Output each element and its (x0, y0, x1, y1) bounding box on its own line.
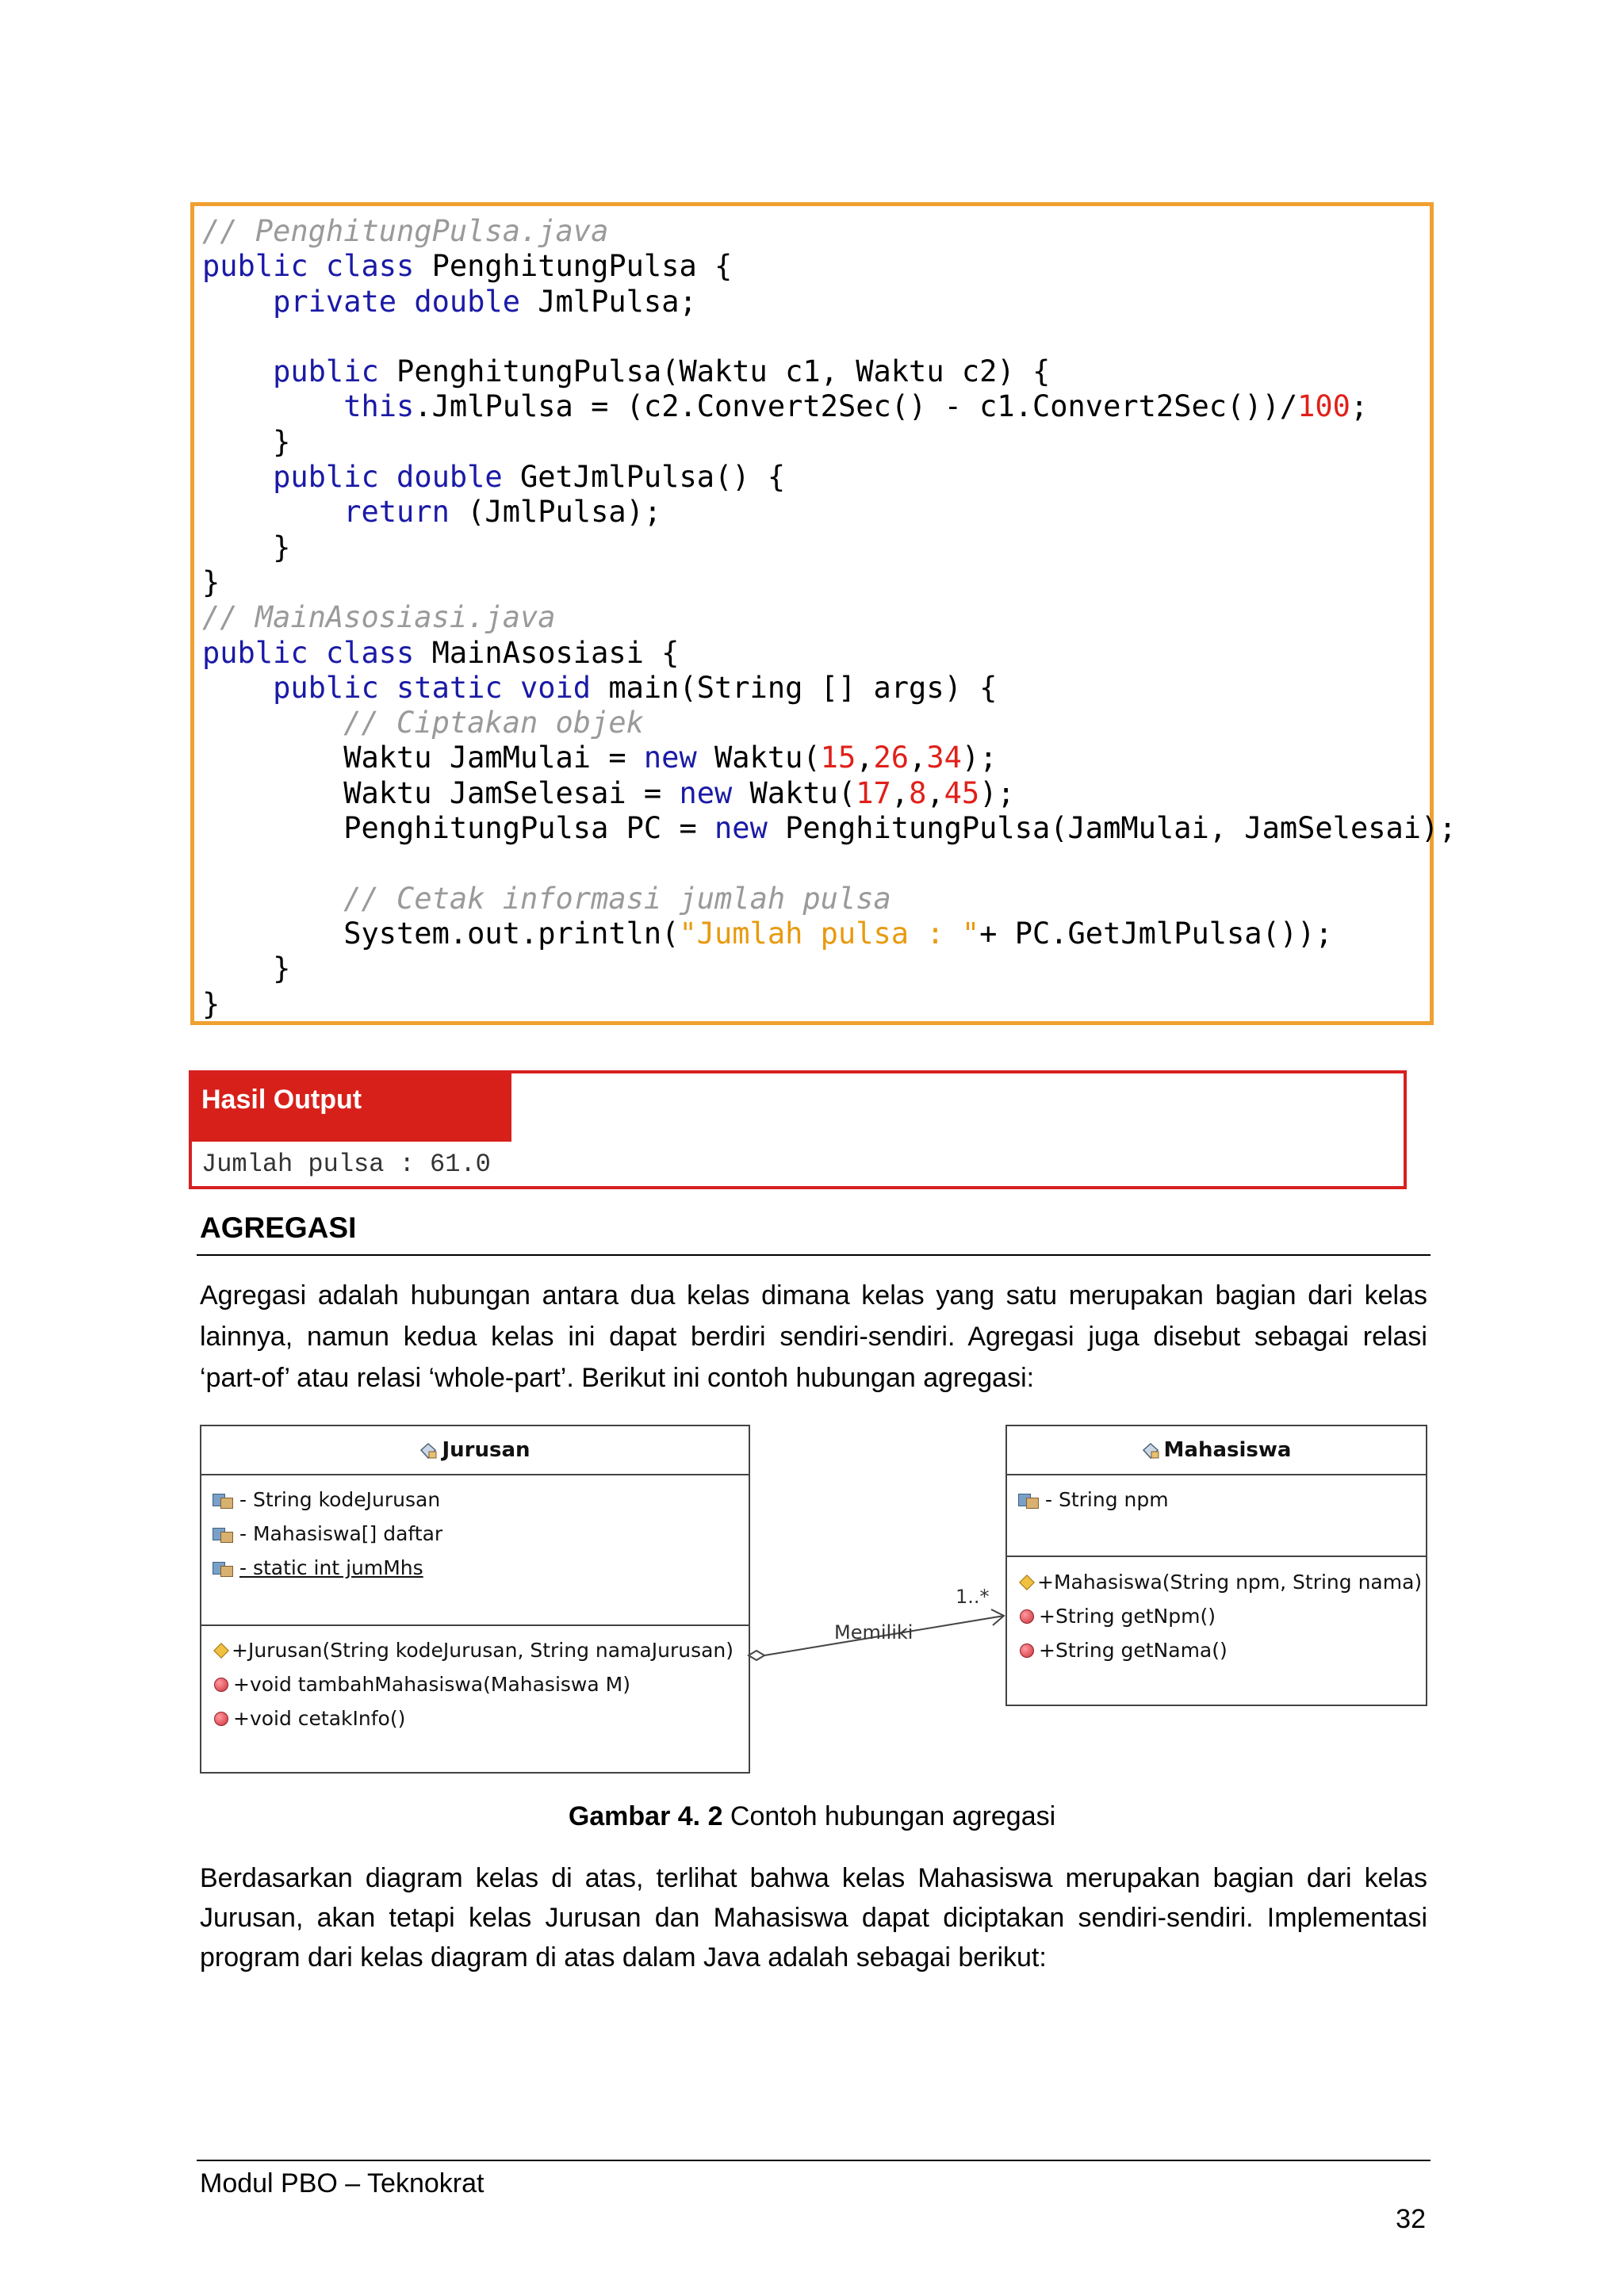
code-token: MainAsosiasi { (414, 635, 680, 670)
section-title: AGREGASI (200, 1211, 357, 1244)
uml-constructor: +Mahasiswa(String npm, String nama) (1018, 1571, 1422, 1594)
figure-caption (0, 1801, 1624, 1832)
uml-class-header (201, 1426, 749, 1475)
footer-text: Modul PBO – Teknokrat (200, 2168, 485, 2198)
uml-method: +String getNama() (1018, 1639, 1228, 1662)
code-token: , (856, 740, 874, 775)
code-line (202, 460, 1457, 495)
relation-label: Memiliki (834, 1621, 914, 1644)
code-line (202, 249, 1457, 284)
section-divider (197, 1254, 1431, 1256)
code-line (202, 600, 1457, 635)
code-line (202, 671, 1457, 706)
uml-class-header (1007, 1426, 1426, 1475)
class-icon (1142, 1442, 1159, 1460)
code-token: } (202, 986, 220, 1021)
field-icon (1018, 1492, 1039, 1508)
uml-field: - static int jumMhs (213, 1556, 423, 1579)
uml-separator (201, 1624, 749, 1626)
output-header-label: Hasil Output (201, 1085, 362, 1115)
code-token: } (202, 564, 220, 599)
code-token: Waktu JamSelesai = (202, 775, 680, 810)
code-token: public double (273, 460, 503, 495)
code-token: .JmlPulsa = (c2.Convert2Sec() - c1.Convert2Sec())/ (414, 389, 1298, 424)
uml-method: +void tambahMahasiswa(Mahasiswa M) (213, 1673, 630, 1696)
constructor-icon (213, 1643, 229, 1659)
constructor-icon (1019, 1575, 1035, 1590)
paragraph-line: ‘part-of’ atau relasi ‘whole-part’. Berikut ini contoh hubungan agregasi: (200, 1363, 1035, 1393)
field-icon (213, 1526, 233, 1542)
uml-class-jurusan (200, 1425, 750, 1774)
code-line (202, 740, 1457, 775)
code-token: // Cetak informasi jumlah pulsa (343, 881, 891, 916)
code-line (202, 882, 1457, 916)
output-box (189, 1070, 1407, 1189)
code-line (202, 951, 1457, 986)
method-icon (214, 1712, 228, 1726)
code-token: ); (979, 775, 1015, 810)
figure-number: Gambar 4. 2 (568, 1801, 723, 1831)
code-token: Waktu JamMulai = (202, 740, 644, 775)
code-token: "Jumlah pulsa : " (679, 916, 980, 951)
code-token: 8 (909, 775, 927, 810)
code-token: , (891, 775, 910, 810)
code-token: public class (202, 249, 415, 284)
code-line (202, 565, 1457, 600)
code-token (202, 706, 343, 740)
uml-field: - String npm (1018, 1488, 1169, 1511)
code-token: PenghitungPulsa(Waktu c1, Waktu c2) { (378, 354, 1051, 389)
code-token: 100 (1297, 389, 1350, 424)
code-token: + PC.GetJmlPulsa()); (979, 916, 1333, 951)
code-token: PenghitungPulsa { (414, 249, 733, 284)
footer-divider (197, 2160, 1431, 2161)
code-line (202, 389, 1457, 424)
code-token: , (926, 775, 944, 810)
code-token: 34 (926, 740, 962, 775)
code-token: } (202, 530, 291, 564)
code-line (202, 320, 1457, 354)
code-line (202, 530, 1457, 565)
code-token: ; (1350, 389, 1369, 424)
relation-multiplicity: 1..* (956, 1586, 990, 1608)
method-icon (214, 1678, 228, 1692)
paragraph-line: Agregasi adalah hubungan antara dua kelas dimana kelas yang satu merupakan bagian dari kelas (200, 1280, 1427, 1311)
code-token: } (202, 424, 291, 459)
uml-class-name: Jurusan (442, 1438, 530, 1462)
code-token (202, 354, 273, 388)
code-token: Waktu( (732, 775, 856, 810)
code-token: new (643, 740, 697, 775)
code-token: this (343, 389, 415, 424)
code-token: Waktu( (696, 740, 821, 775)
code-token: , (909, 740, 927, 775)
code-token: } (202, 951, 291, 986)
uml-method: +void cetakInfo() (213, 1707, 405, 1730)
code-token: // PenghitungPulsa.java (202, 214, 609, 248)
field-icon (213, 1492, 233, 1508)
code-line (202, 354, 1457, 389)
code-token: new (679, 775, 733, 810)
code-listing (202, 214, 1457, 1022)
code-token: 17 (856, 775, 891, 810)
code-token: public static void (273, 670, 592, 705)
paragraph-line: Jurusan, akan tetapi kelas Jurusan dan Mahasiswa dapat diciptakan sendiri-sendiri. Implementasi (200, 1903, 1427, 1933)
page-number: 32 (1396, 2204, 1426, 2234)
code-token: 15 (820, 740, 856, 775)
code-token: 45 (944, 775, 980, 810)
code-token: new (714, 811, 768, 846)
code-line (202, 811, 1457, 846)
output-header (192, 1073, 511, 1142)
paragraph-explanation (200, 1858, 1427, 1977)
uml-method: +String getNpm() (1018, 1605, 1216, 1628)
code-token (202, 671, 273, 705)
code-token: public class (202, 635, 415, 670)
code-line (202, 776, 1457, 811)
code-token: (JmlPulsa); (449, 495, 662, 530)
code-token: return (343, 495, 450, 530)
uml-constructor: +Jurusan(String kodeJurusan, String namaJurusan) (213, 1639, 733, 1662)
paragraph-intro (200, 1275, 1427, 1399)
code-token: main(String [] args) { (591, 670, 998, 705)
code-token: PenghitungPulsa(JamMulai, JamSelesai); (767, 811, 1457, 846)
code-token: private double (273, 284, 520, 319)
paragraph-line: program dari kelas diagram di atas dalam Java adalah sebagai berikut: (200, 1942, 1047, 1973)
code-line (202, 706, 1457, 740)
code-token (202, 285, 273, 319)
code-token: 26 (873, 740, 910, 775)
field-icon (213, 1560, 233, 1576)
method-icon (1020, 1609, 1034, 1624)
code-token (202, 460, 273, 494)
code-token (202, 882, 343, 916)
code-token: PenghitungPulsa PC = (202, 811, 715, 846)
code-token: JmlPulsa; (519, 284, 697, 319)
code-token (202, 495, 343, 529)
code-token: GetJmlPulsa() { (502, 460, 786, 495)
uml-class-name: Mahasiswa (1163, 1438, 1292, 1462)
code-line (202, 916, 1457, 951)
code-line (202, 495, 1457, 530)
uml-separator (1007, 1556, 1426, 1557)
code-line (202, 987, 1457, 1022)
class-icon (419, 1442, 437, 1460)
method-icon (1020, 1644, 1034, 1658)
code-token: ); (961, 740, 998, 775)
uml-field: - Mahasiswa[] daftar (213, 1522, 442, 1545)
code-line (202, 285, 1457, 320)
code-line (202, 214, 1457, 249)
paragraph-line: Berdasarkan diagram kelas di atas, terlihat bahwa kelas Mahasiswa merupakan bagian dari kelas (200, 1863, 1427, 1893)
code-line (202, 636, 1457, 671)
paragraph-line: lainnya, namun kedua kelas ini dapat berdiri sendiri-sendiri. Agregasi juga disebut sebagai relasi (200, 1322, 1427, 1352)
code-token: // MainAsosiasi.java (202, 600, 556, 635)
code-block (190, 202, 1457, 1025)
code-line (202, 846, 1457, 881)
uml-class-mahasiswa (1005, 1425, 1427, 1706)
figure-caption-text: Contoh hubungan agregasi (722, 1801, 1056, 1831)
uml-field: - String kodeJurusan (213, 1488, 440, 1511)
code-token: public (273, 354, 379, 389)
code-token (202, 389, 343, 423)
output-text: Jumlah pulsa : 61.0 (201, 1150, 491, 1179)
code-token: // Ciptakan objek (343, 706, 644, 740)
code-line (202, 425, 1457, 460)
code-token: System.out.println( (202, 916, 680, 951)
aggregation-diamond (749, 1651, 764, 1660)
